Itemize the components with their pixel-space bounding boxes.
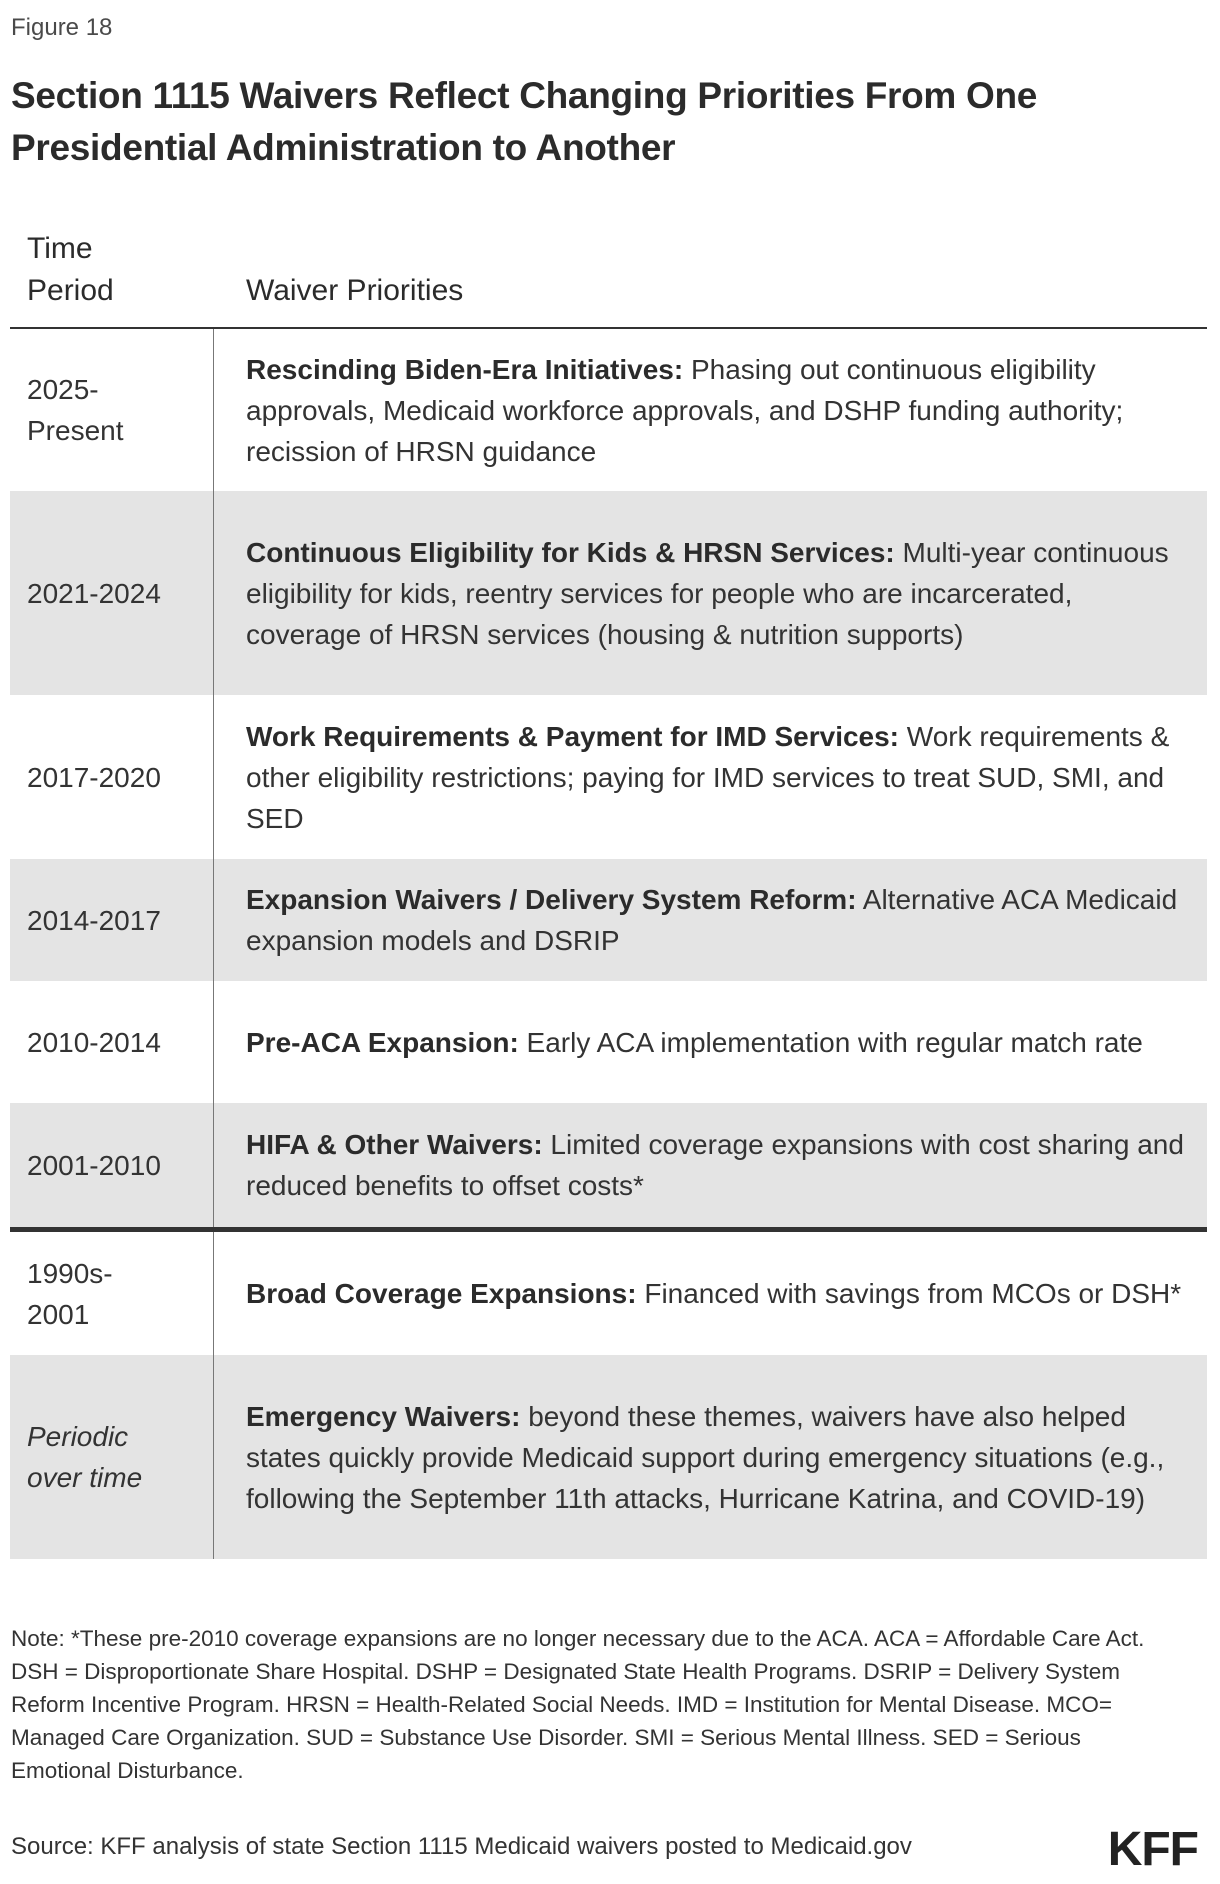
- table-row: [10, 1355, 1207, 1559]
- row-heading: Continuous Eligibility for Kids & HRSN Services:: [246, 536, 895, 568]
- row-priority: [214, 532, 1207, 655]
- header-time-period: Time Period: [27, 232, 114, 307]
- row-period: 2001-2010: [10, 1103, 214, 1227]
- table-row: [10, 859, 1207, 981]
- row-period: 1990s-2001: [10, 1232, 214, 1355]
- row-description: Multi-year continuous eligibility for kids, reentry services for people who are incarcerated, coverage of HRSN services (housing & nutrition supports): [246, 536, 1169, 650]
- row-period: Periodic over time: [10, 1355, 214, 1559]
- row-description: Phasing out continuous eligibility approvals, Medicaid workforce approvals, and DSHP funding authority; recission of HRSN guidance: [246, 353, 1124, 467]
- row-priority: [214, 349, 1207, 472]
- source-note: Source: KFF analysis of state Section 1115 Medicaid waivers posted to Medicaid.gov: [11, 1833, 912, 1860]
- table-row: [10, 981, 1207, 1103]
- header-waiver-priorities: Waiver Priorities: [246, 274, 464, 307]
- row-period: 2017-2020: [10, 695, 214, 859]
- row-period: 2014-2017: [10, 859, 214, 981]
- table-row: [10, 329, 1207, 491]
- row-heading: Emergency Waivers:: [246, 1400, 521, 1432]
- kff-logo: KFF: [1107, 1823, 1198, 1876]
- row-priority: [214, 716, 1207, 839]
- row-period: 2010-2014: [10, 981, 214, 1103]
- row-priority: [214, 879, 1207, 961]
- row-heading: Work Requirements & Payment for IMD Services:: [246, 720, 900, 752]
- waiver-priorities-table: [10, 222, 1207, 1559]
- row-heading: Rescinding Biden-Era Initiatives:: [246, 353, 684, 385]
- row-heading: Broad Coverage Expansions:: [246, 1278, 637, 1309]
- figure-label: Figure 18: [11, 14, 113, 41]
- table-row: [10, 491, 1207, 695]
- table-row: [10, 1103, 1207, 1227]
- row-period: 2021-2024: [10, 491, 214, 695]
- row-priority: [214, 1022, 1207, 1063]
- row-period: 2025-Present: [10, 329, 214, 491]
- row-description: Work requirements & other eligibility restrictions; paying for IMD services to treat SUD, SMI, and SED: [246, 720, 1170, 834]
- row-heading: Expansion Waivers / Delivery System Reform:: [246, 884, 857, 915]
- row-description: Early ACA implementation with regular match rate: [518, 1026, 1143, 1058]
- row-priority: [214, 1396, 1207, 1519]
- row-priority: [214, 1273, 1207, 1314]
- row-heading: HIFA & Other Waivers:: [246, 1129, 543, 1160]
- footnote: Note: *These pre-2010 coverage expansions are no longer necessary due to the ACA. ACA = Affordable Care Act. DSH = Disproportionate Share Hospital. DSHP = Designated State Health Programs. DSRIP = Delivery System Reform Incentive Program. HRSN = Health-Related Social Needs. IMD = Institution for Mental Disease. MCO= Managed Care Organization. SUD = Substance Use Disorder. SMI = Serious Mental Illness. SED = Serious Emotional Disturbance.: [11, 1626, 1145, 1783]
- table-header: [10, 222, 1207, 329]
- row-description: Alternative ACA Medicaid expansion models and DSRIP: [246, 884, 1178, 956]
- figure-title: Section 1115 Waivers Reflect Changing Priorities From One Presidential Administration to Another: [11, 75, 1038, 168]
- table-row: [10, 695, 1207, 859]
- table-row: [10, 1227, 1207, 1355]
- row-description: beyond these themes, waivers have also helped states quickly provide Medicaid support during emergency situations (e.g., following the September 11th attacks, Hurricane Katrina, and COVID-19): [246, 1400, 1165, 1514]
- row-description: Financed with savings from MCOs or DSH*: [636, 1278, 1182, 1309]
- row-priority: [214, 1124, 1207, 1206]
- row-description: Limited coverage expansions with cost sharing and reduced benefits to offset costs*: [246, 1129, 1184, 1201]
- row-heading: Pre-ACA Expansion:: [246, 1026, 519, 1058]
